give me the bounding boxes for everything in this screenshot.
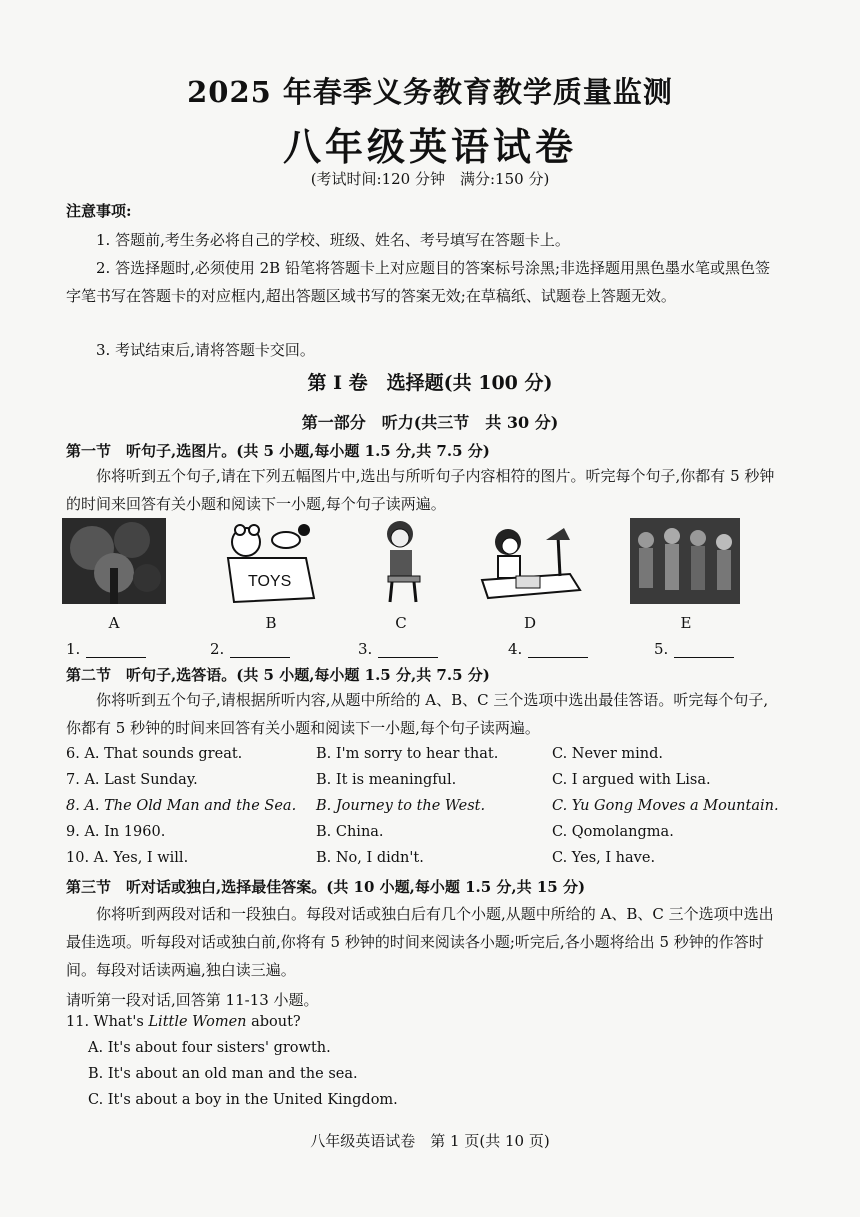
exam-title-year: 2025 年春季义务教育教学质量监测 bbox=[187, 75, 673, 109]
picture-b-toy-box bbox=[214, 518, 324, 604]
option-7a: 7. A. Last Sunday. bbox=[66, 772, 198, 788]
option-9b: B. China. bbox=[316, 824, 384, 840]
picture-c-boy-sitting bbox=[374, 518, 434, 604]
page-footer: 八年级英语试卷 第 1 页(共 10 页) bbox=[310, 1132, 550, 1150]
question-11-option-c: C. It's about a boy in the United Kingdom. bbox=[88, 1092, 398, 1108]
option-7b: B. It is meaningful. bbox=[316, 772, 457, 788]
picture-a-forest bbox=[62, 518, 166, 604]
option-8a: 8. A. The Old Man and the Sea. bbox=[66, 798, 297, 814]
answer-blank-3[interactable]: 3. bbox=[358, 640, 438, 658]
picture-label-a: A bbox=[108, 614, 120, 632]
section2-instruction: 你将听到五个句子,请根据所听内容,从题中所给的 A、B、C 三个选项中选出最佳答语。听完每个句子,你都有 5 秒钟的时间来回答有关小题和阅读下一小题,每个句子读两遍。 bbox=[66, 691, 769, 737]
volume-title: 第 I 卷 选择题(共 100 分) bbox=[307, 372, 553, 394]
answer-blank-4[interactable]: 4. bbox=[508, 640, 588, 658]
picture-label-e: E bbox=[680, 614, 692, 632]
option-7c: C. I argued with Lisa. bbox=[552, 772, 711, 788]
section3-heading: 第三节 听对话或独白,选择最佳答案。(共 10 小题,每小题 1.5 分,共 15 分) bbox=[66, 878, 586, 896]
option-10b: B. No, I didn't. bbox=[316, 850, 424, 866]
option-6a: 6. A. That sounds great. bbox=[66, 746, 243, 762]
exam-title-subject: 八年级英语试卷 bbox=[282, 124, 577, 169]
option-8c: C. Yu Gong Moves a Mountain. bbox=[552, 798, 779, 814]
picture-label-b: B bbox=[265, 614, 277, 632]
section2-heading: 第二节 听句子,选答语。(共 5 小题,每小题 1.5 分,共 7.5 分) bbox=[66, 666, 490, 684]
answer-blank-1[interactable]: 1. bbox=[66, 640, 146, 658]
section1-heading: 第一节 听句子,选图片。(共 5 小题,每小题 1.5 分,共 7.5 分) bbox=[66, 442, 490, 460]
answer-blank-5[interactable]: 5. bbox=[654, 640, 734, 658]
section3-prompt: 请听第一段对话,回答第 11-13 小题。 bbox=[66, 991, 319, 1009]
svg-text:TOYS: TOYS bbox=[248, 573, 292, 590]
note-item-1: 1. 答题前,考生务必将自己的学校、班级、姓名、考号填写在答题卡上。 bbox=[96, 231, 570, 249]
option-8b: B. Journey to the West. bbox=[316, 798, 486, 814]
question-11-stem: 11. What's Little Women about? bbox=[66, 1014, 301, 1030]
option-10a: 10. A. Yes, I will. bbox=[66, 850, 189, 866]
option-10c: C. Yes, I have. bbox=[552, 850, 656, 866]
option-9a: 9. A. In 1960. bbox=[66, 824, 166, 840]
option-6b: B. I'm sorry to hear that. bbox=[316, 746, 499, 762]
picture-label-d: D bbox=[523, 614, 537, 632]
answer-blank-2[interactable]: 2. bbox=[210, 640, 290, 658]
note-item-3: 3. 考试结束后,请将答题卡交回。 bbox=[96, 341, 315, 359]
note-item-2: 2. 答选择题时,必须使用 2B 铅笔将答题卡上对应题目的答案标号涂黑;非选择题用黑色墨水笔或黑色签字笔书写在答题卡的对应框内,超出答题区域书写的答案无效;在草稿纸、试题卷上答题无效。 bbox=[66, 259, 771, 305]
picture-label-c: C bbox=[395, 614, 407, 632]
option-6c: C. Never mind. bbox=[552, 746, 663, 762]
option-9c: C. Qomolangma. bbox=[552, 824, 674, 840]
question-11-option-a: A. It's about four sisters' growth. bbox=[88, 1040, 331, 1056]
part-title: 第一部分 听力(共三节 共 30 分) bbox=[301, 413, 559, 432]
section3-instruction: 你将听到两段对话和一段独白。每段对话或独白后有几个小题,从题中所给的 A、B、C 三个选项中选出最佳选项。听每段对话或独白前,你将有 5 秒钟的时间来阅读各小题;听完后,各小题将给出 5 秒钟的作答时间。每段对话读两遍,独白读三遍。 bbox=[66, 905, 774, 979]
picture-e-crowd bbox=[630, 518, 740, 604]
section1-instruction: 你将听到五个句子,请在下列五幅图片中,选出与所听句子内容相符的图片。听完每个句子,你都有 5 秒钟的时间来回答有关小题和阅读下一小题,每个句子读两遍。 bbox=[66, 467, 775, 513]
question-11-option-b: B. It's about an old man and the sea. bbox=[88, 1066, 358, 1082]
notes-heading: 注意事项: bbox=[66, 202, 132, 220]
exam-time-score: (考试时间:120 分钟 满分:150 分) bbox=[310, 170, 550, 188]
picture-d-girl-studying bbox=[474, 518, 584, 604]
picture-row bbox=[62, 518, 742, 610]
